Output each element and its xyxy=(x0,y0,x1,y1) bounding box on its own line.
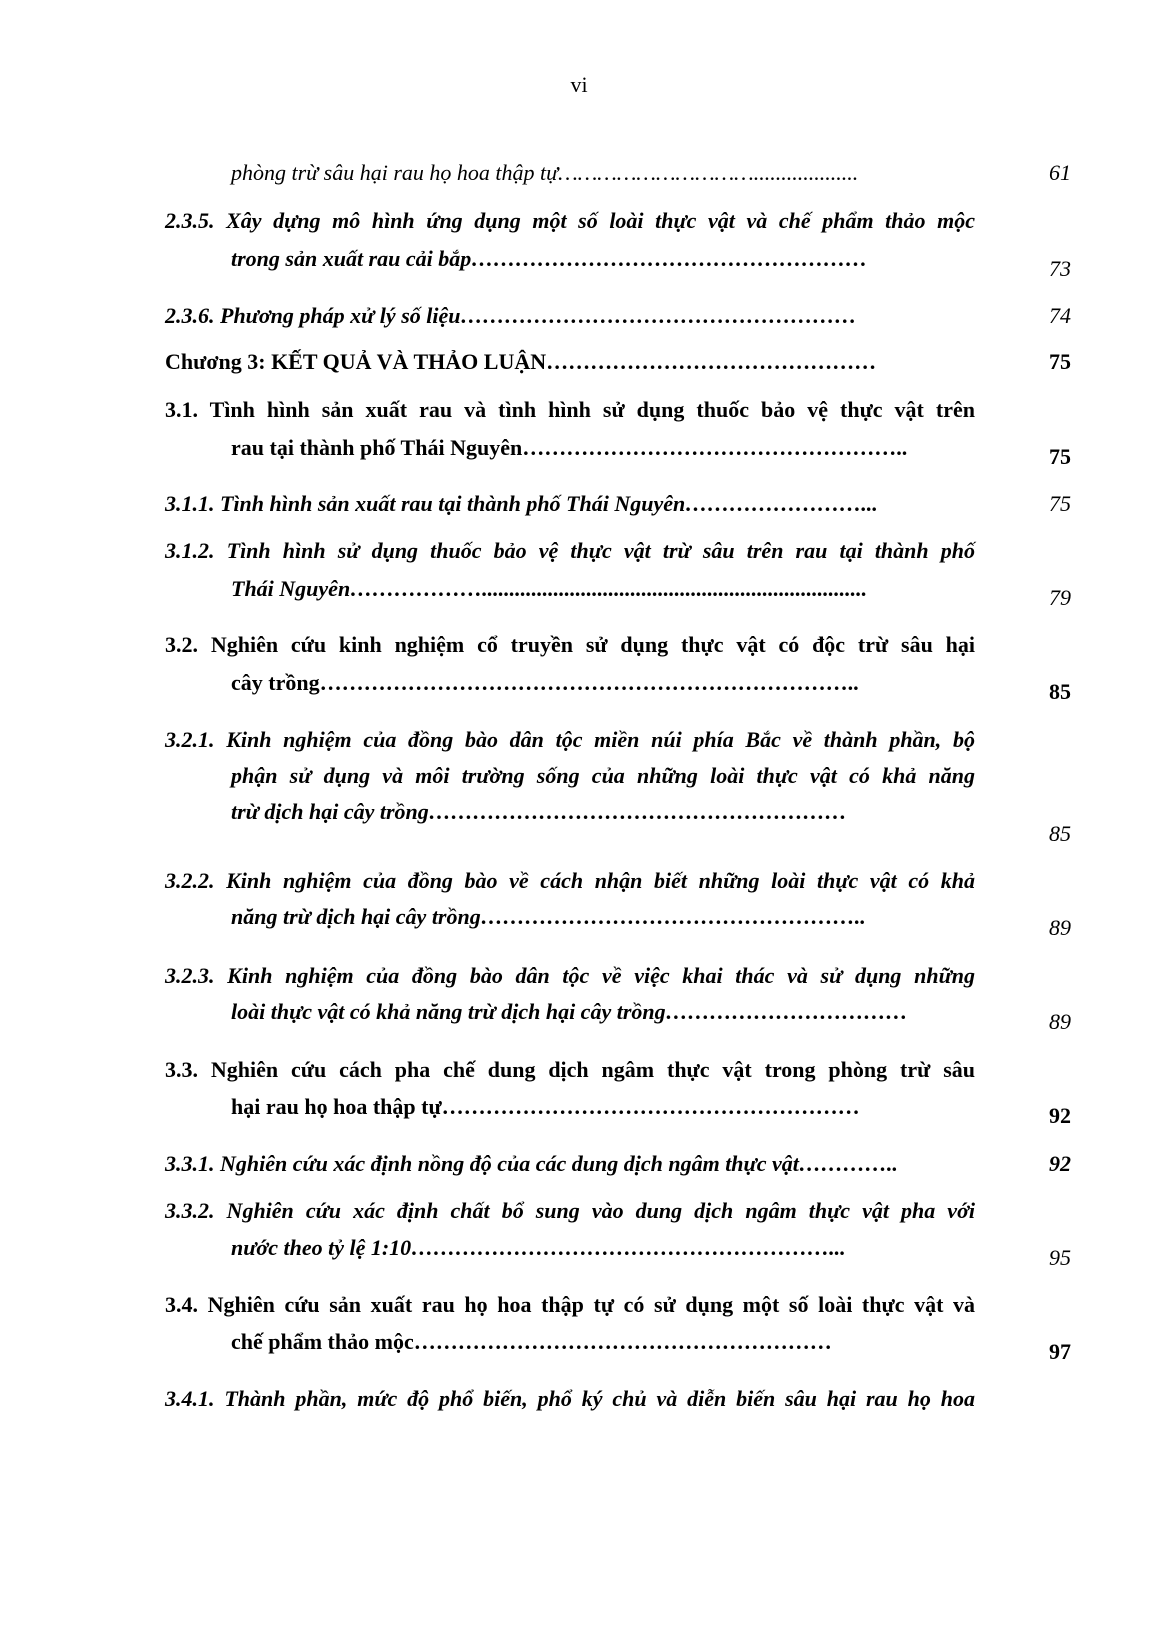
toc-entry-text: 3.2.2. Kinh nghiệm của đồng bào về cách nhận biết những loài thực vật có khả xyxy=(165,868,975,893)
toc-page-number: 85 xyxy=(1049,679,1071,704)
toc-entry-text: 2.3.6. Phương pháp xử lý số liệu……………………………………………… xyxy=(165,303,857,328)
toc-page-number: 92 xyxy=(1049,1151,1071,1176)
toc-page-number: 89 xyxy=(1049,915,1071,940)
toc-page-number: 73 xyxy=(1049,256,1071,281)
toc-page-number: 92 xyxy=(1049,1103,1071,1128)
toc-entry-text: rau tại thành phố Thái Nguyên…………………………………………….. xyxy=(231,435,908,460)
toc-entry-text: cây trồng……………………………………………………………….. xyxy=(231,670,859,695)
toc-entry-text: trừ dịch hại cây trồng………………………………………………… xyxy=(231,799,847,824)
toc-entry-text: hại rau họ hoa thập tự………………………………………………… xyxy=(231,1094,860,1119)
toc-entry-text: 3.1. Tình hình sản xuất rau và tình hình sử dụng thuốc bảo vệ thực vật trên xyxy=(165,397,975,422)
toc-page-number: 75 xyxy=(1049,444,1071,469)
toc-entry-text: trong sản xuất rau cải bắp……………………………………………… xyxy=(231,246,868,271)
toc-entry-text: nước theo tỷ lệ 1:10…………………………………………………... xyxy=(231,1235,846,1260)
toc-page-number: 79 xyxy=(1049,585,1071,610)
toc-entry-text: 3.4.1. Thành phần, mức độ phổ biến, phổ ký chủ và diễn biến sâu hại rau họ hoa xyxy=(165,1386,975,1411)
toc-entry-text: 3.3. Nghiên cứu cách pha chế dung dịch ngâm thực vật trong phòng trừ sâu xyxy=(165,1057,975,1082)
toc-page-number: 75 xyxy=(1049,349,1071,374)
toc-entry-text: 3.2. Nghiên cứu kinh nghiệm cổ truyền sử dụng thực vật có độc trừ sâu hại xyxy=(165,632,975,657)
page-number: vi xyxy=(570,72,588,97)
toc-entry-text: 3.2.3. Kinh nghiệm của đồng bào dân tộc về việc khai thác và sử dụng những xyxy=(165,963,975,988)
toc-entry-text: 3.2.1. Kinh nghiệm của đồng bào dân tộc miền núi phía Bắc về thành phần, bộ xyxy=(165,727,975,752)
toc-entry-text: loài thực vật có khả năng trừ dịch hại cây trồng…………………………… xyxy=(231,999,908,1024)
toc-entry-text: Thái Nguyên………………...................................................................... xyxy=(231,576,868,601)
toc-page-number: 95 xyxy=(1049,1245,1071,1270)
toc-entry-text: 3.1.1. Tình hình sản xuất rau tại thành phố Thái Nguyên……………………... xyxy=(165,491,878,516)
toc-page-number: 85 xyxy=(1049,821,1071,846)
toc-entry-text: 2.3.5. Xây dựng mô hình ứng dụng một số loài thực vật và chế phẩm thảo mộc xyxy=(165,208,975,233)
toc-page-number: 61 xyxy=(1049,160,1071,185)
toc-page-number: 89 xyxy=(1049,1009,1071,1034)
toc-page-number: 97 xyxy=(1049,1339,1071,1364)
toc-entry-text: chế phẩm thảo mộc………………………………………………… xyxy=(231,1329,832,1354)
toc-entry-text: 3.3.1. Nghiên cứu xác định nồng độ của các dung dịch ngâm thực vật………….. xyxy=(165,1151,898,1176)
toc-entry-text: phòng trừ sâu hại rau họ hoa thập tự…………………………................... xyxy=(231,160,859,185)
toc-entry-text: Chương 3: KẾT QUẢ VÀ THẢO LUẬN……………………………………… xyxy=(165,349,877,374)
toc-entry-text: năng trừ dịch hại cây trồng…………………………………………….. xyxy=(231,904,866,929)
toc-page-number: 74 xyxy=(1049,303,1071,328)
toc-entry-text: 3.1.2. Tình hình sử dụng thuốc bảo vệ thực vật trừ sâu trên rau tại thành phố xyxy=(165,538,975,563)
toc-page-number: 75 xyxy=(1049,491,1071,516)
toc-entry-text: phận sử dụng và môi trường sống của những loài thực vật có khả năng xyxy=(231,763,975,788)
toc-entry-text: 3.3.2. Nghiên cứu xác định chất bổ sung vào dung dịch ngâm thực vật pha với xyxy=(165,1198,975,1223)
toc-entry-text: 3.4. Nghiên cứu sản xuất rau họ hoa thập tự có sử dụng một số loài thực vật và xyxy=(165,1292,975,1317)
